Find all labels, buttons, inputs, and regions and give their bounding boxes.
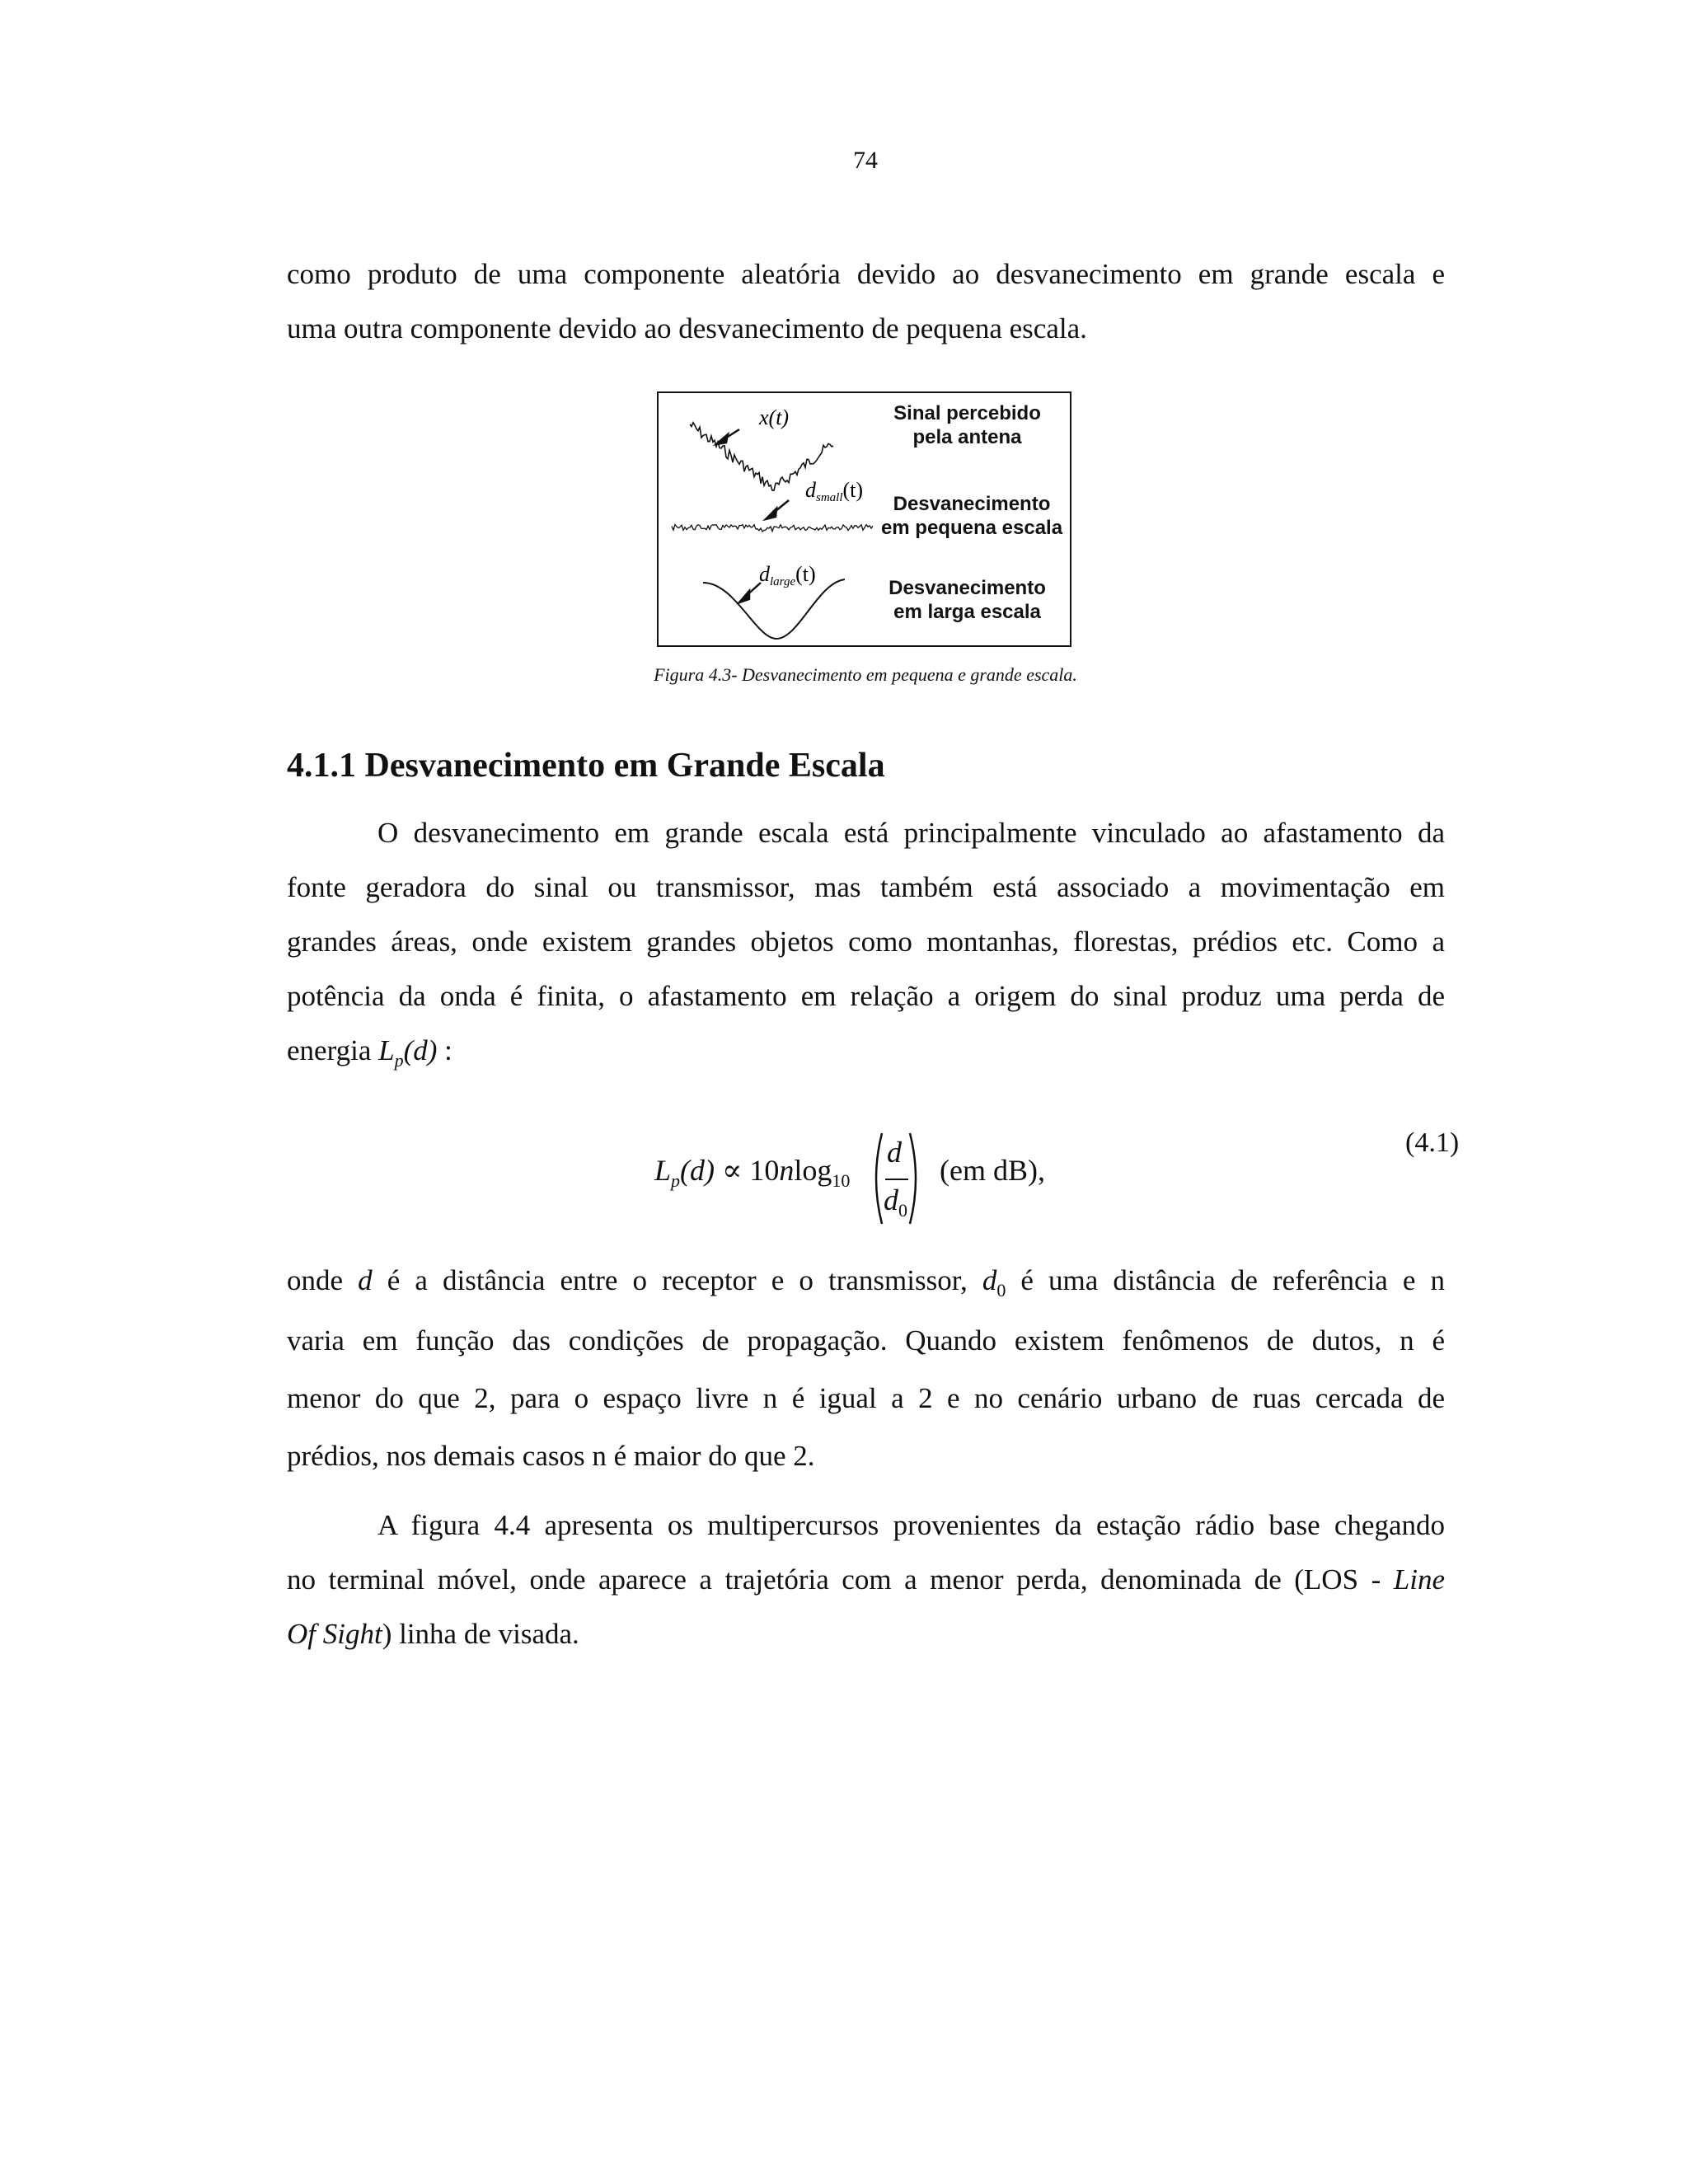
caption-line: em larga escala — [893, 601, 1041, 623]
large-scale-caption — [874, 576, 1060, 624]
caption-line: pela antena — [912, 426, 1022, 448]
proportional-symbol: ∝ — [722, 1154, 743, 1187]
arrow-icon — [739, 583, 761, 602]
caption-line: Desvanecimento — [889, 577, 1046, 599]
caption-line: em pequena escala — [880, 517, 1063, 539]
text-segment: onde — [287, 1264, 344, 1296]
text-segment: no terminal móvel, onde aparece a trajetória com a menor perda, denominada de (LOS - — [287, 1563, 1394, 1596]
text-segment: ) linha de visada. — [382, 1618, 579, 1650]
t-argument: (t) — [795, 562, 816, 586]
large-subscript: large — [770, 575, 796, 588]
text-line — [287, 1607, 1445, 1661]
small-subscript: small — [816, 491, 843, 504]
text-line: potência da onda é finita, o afastamento em relação a origem do sinal produz uma perda de — [287, 980, 1445, 1012]
text-line: A figura 4.4 apresenta os multipercursos provenientes da estação rádio base chegando — [377, 1509, 1445, 1541]
italic-term: Line — [1393, 1563, 1445, 1596]
x-t-label: x(t) — [759, 405, 790, 429]
text-line: O desvanecimento em grande escala está principalmente vinculado ao afastamento da — [377, 817, 1445, 849]
p-subscript: p — [394, 1050, 404, 1071]
zero-subscript: 0 — [898, 1200, 907, 1221]
energia-word: energia — [287, 1034, 372, 1066]
paragraph-definitions — [287, 1250, 1445, 1483]
text-line: menor do que 2, para o espaço livre n é igual a 2 e no cenário urbano de ruas cercada de — [287, 1382, 1445, 1414]
text-line: fonte geradora do sinal ou transmissor, mas também está associado a movimentação em — [287, 871, 1445, 903]
caption-line: Desvanecimento — [893, 493, 1051, 515]
small-scale-caption — [874, 492, 1069, 540]
text-line — [287, 1250, 1445, 1310]
t-argument: (t) — [842, 478, 864, 502]
paragraph-multipath — [287, 1498, 1445, 1661]
arrow-icon — [716, 429, 739, 444]
text-line: grandes áreas, onde existem grandes objetos como montanhas, florestas, prédios etc. Como a — [287, 926, 1445, 958]
text-line — [287, 1024, 1445, 1078]
d-large-label — [759, 562, 816, 588]
d-argument: (d) — [403, 1034, 438, 1066]
section-heading: 4.1.1 Desvanecimento em Grande Escala — [287, 747, 885, 785]
d0-symbol: d — [982, 1264, 997, 1296]
italic-term: Of Sight — [287, 1618, 382, 1650]
ten-factor: 10 — [749, 1154, 780, 1187]
figure-4-3 — [657, 391, 1071, 647]
figure-caption: Figura 4.3- Desvanecimento em pequena e grande escala. — [654, 664, 1077, 685]
text-segment: é a distância entre o receptor e o transmissor, — [387, 1264, 968, 1296]
p-subscript: p — [671, 1170, 681, 1191]
intro-paragraph — [287, 247, 1445, 356]
paragraph-large-scale — [287, 806, 1445, 1078]
l-symbol: L — [378, 1034, 395, 1066]
caption-line: Sinal percebido — [893, 402, 1041, 424]
n-symbol: n — [779, 1154, 795, 1187]
log-base: 10 — [832, 1170, 851, 1191]
equation-4-1 — [651, 1125, 1146, 1232]
text-line: uma outra componente devido ao desvanecimento de pequena escala. — [287, 312, 1087, 344]
d-small-label — [805, 478, 863, 504]
equation-lhs — [654, 1153, 850, 1192]
d-argument: (d) — [680, 1154, 715, 1187]
text-line: como produto de uma componente aleatória devido ao desvanecimento em grande escala e — [287, 258, 1445, 290]
text-line: prédios, nos demais casos n é maior do que 2. — [287, 1440, 815, 1472]
log-word: log — [794, 1154, 832, 1187]
d-symbol: d — [805, 478, 816, 502]
fraction-numerator — [887, 1135, 902, 1169]
equation-number: (4.1) — [1405, 1127, 1460, 1158]
zero-subscript: 0 — [996, 1280, 1006, 1301]
colon: : — [444, 1034, 452, 1066]
unit-text: (em dB), — [940, 1154, 1045, 1187]
arrow-icon — [766, 500, 789, 519]
text-line — [287, 1553, 1445, 1607]
text-segment: é uma distância de referência e n — [1020, 1264, 1446, 1296]
d-symbol: d — [759, 562, 770, 586]
d-symbol: d — [884, 1183, 898, 1216]
d-symbol: d — [358, 1264, 373, 1296]
small-scale-fading-curve — [672, 525, 873, 532]
page-number: 74 — [853, 147, 878, 174]
fraction-denominator — [884, 1183, 907, 1221]
l-symbol: L — [654, 1154, 672, 1187]
d-symbol: d — [887, 1136, 902, 1169]
received-signal-caption — [874, 401, 1060, 449]
text-line: varia em função das condições de propagação. Quando existem fenômenos de dutos, n é — [287, 1324, 1445, 1357]
